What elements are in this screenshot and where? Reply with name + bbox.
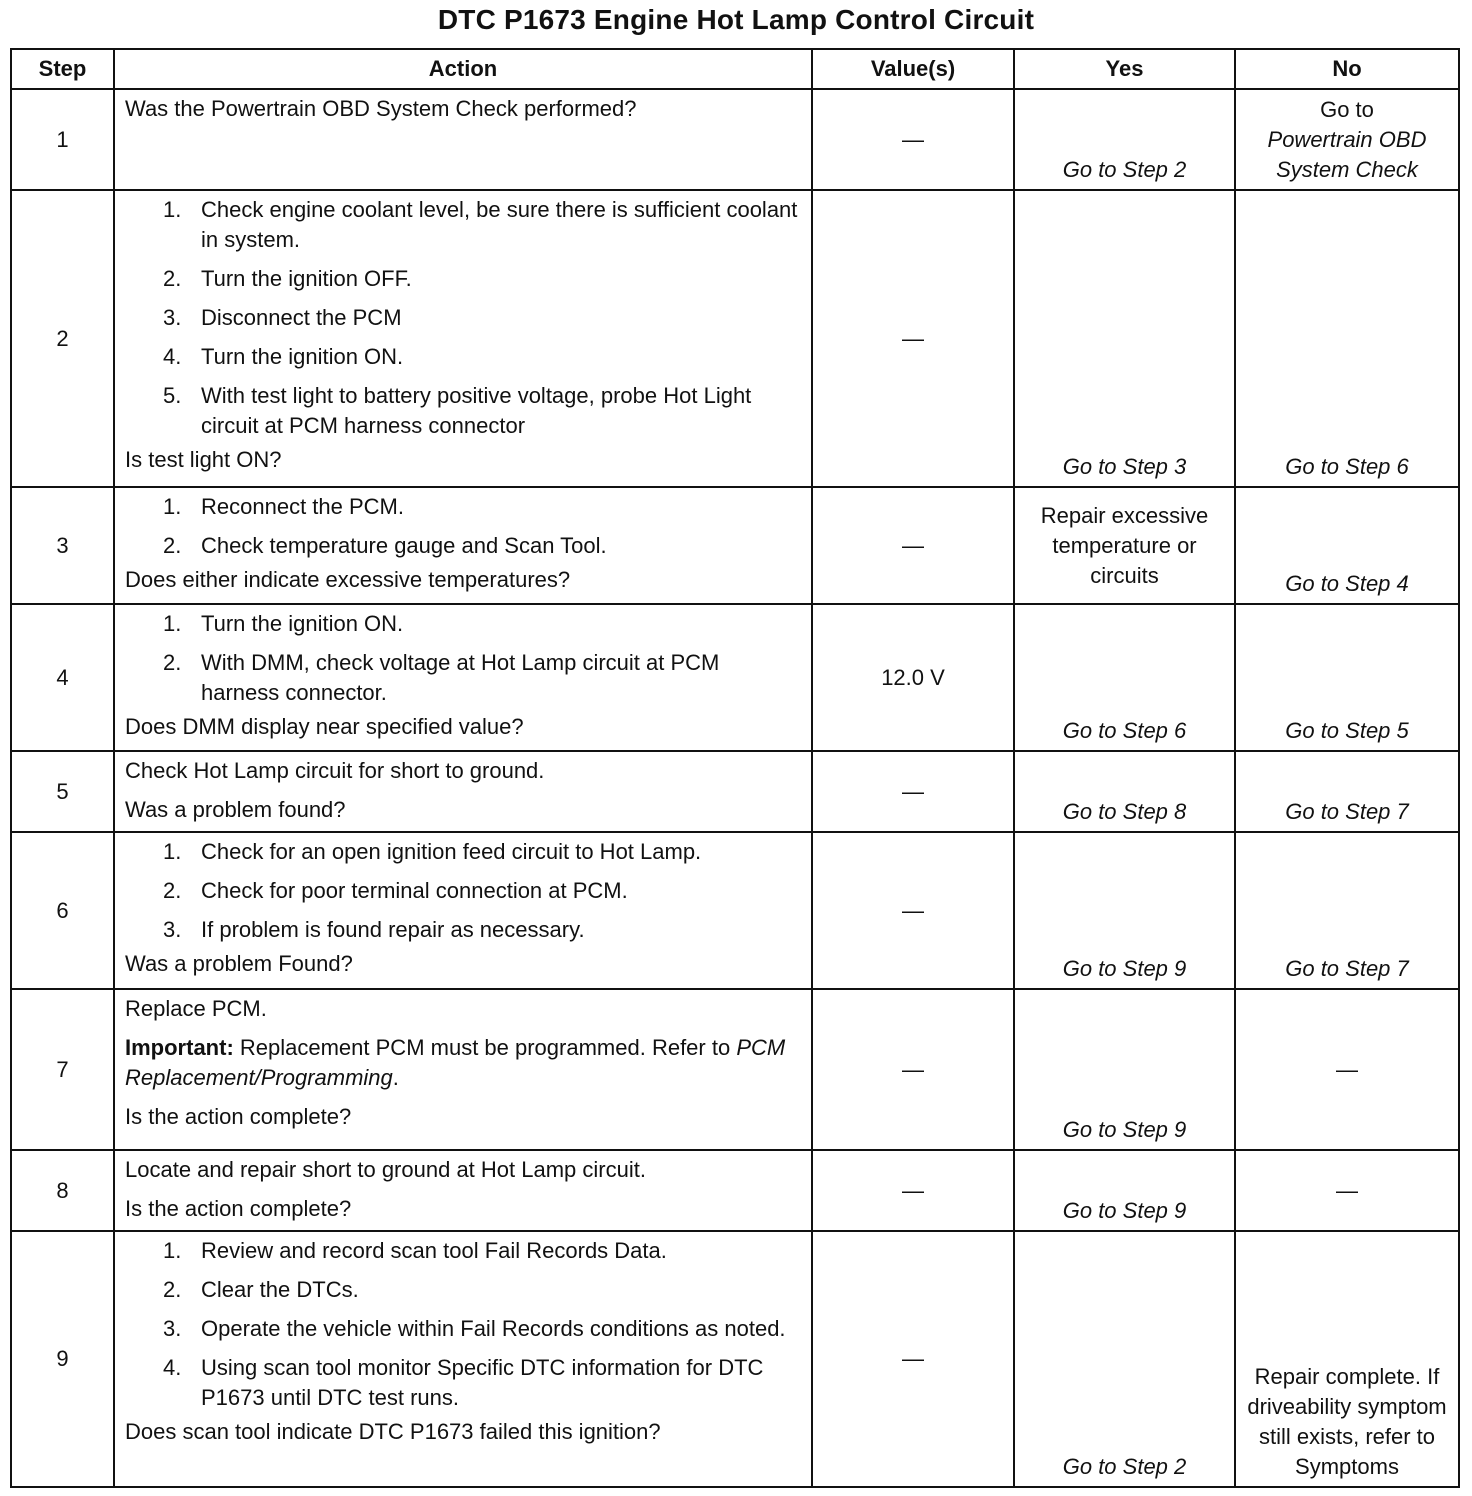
step-number: 8 bbox=[11, 1150, 114, 1231]
list-item: 1. Reconnect the PCM. bbox=[163, 494, 404, 519]
action-cell bbox=[114, 989, 812, 1150]
action-cell bbox=[114, 190, 812, 487]
yes-cell: Go to Step 9 bbox=[1014, 832, 1235, 989]
action-cell bbox=[114, 89, 812, 190]
list-item: 1. Review and record scan tool Fail Records Data. bbox=[163, 1238, 667, 1263]
list-item: 3. Disconnect the PCM bbox=[163, 305, 402, 330]
list-item: 1. Turn the ignition ON. bbox=[163, 611, 404, 636]
table-row bbox=[11, 751, 1459, 832]
list-item: 2. Check for poor terminal connection at PCM. bbox=[163, 878, 628, 903]
no-cell: Go to Step 6 bbox=[1235, 190, 1459, 487]
action-cell bbox=[114, 832, 812, 989]
yes-cell: Go to Step 2 bbox=[1014, 89, 1235, 190]
yes-cell: Go to Step 8 bbox=[1014, 751, 1235, 832]
table-row bbox=[11, 989, 1459, 1150]
list-item: 3. Operate the vehicle within Fail Records conditions as noted. bbox=[163, 1316, 786, 1341]
no-cell bbox=[1235, 89, 1459, 190]
list-item: 3. If problem is found repair as necessary. bbox=[163, 917, 585, 942]
header-yes: Yes bbox=[1014, 49, 1235, 89]
yes-cell: Go to Step 9 bbox=[1014, 989, 1235, 1150]
no-cell: Repair complete. If driveability symptom still exists, refer to Symptoms bbox=[1235, 1231, 1459, 1487]
step-number: 6 bbox=[11, 832, 114, 989]
list-item: 1. Check for an open ignition feed circuit to Hot Lamp. bbox=[163, 839, 702, 864]
table-row bbox=[11, 604, 1459, 751]
yes-cell: Go to Step 2 bbox=[1014, 1231, 1235, 1487]
action-cell bbox=[114, 751, 812, 832]
action-step-list bbox=[125, 609, 803, 708]
action-cell bbox=[114, 1231, 812, 1487]
list-item: 5. With test light to battery positive voltage, probe Hot Light circuit at PCM harness connector bbox=[163, 383, 752, 438]
step-number: 7 bbox=[11, 989, 114, 1150]
table-row bbox=[11, 190, 1459, 487]
yes-cell: Repair excessive temperature or circuits bbox=[1014, 487, 1235, 604]
important-note: Important: Replacement PCM must be programmed. Refer to PCM Replacement/Programming. bbox=[125, 1035, 786, 1090]
action-step-list bbox=[125, 1236, 803, 1413]
yes-cell: Go to Step 6 bbox=[1014, 604, 1235, 751]
value-cell: — bbox=[812, 832, 1014, 989]
table-row bbox=[11, 89, 1459, 190]
header-step: Step bbox=[11, 49, 114, 89]
action-question: Was the Powertrain OBD System Check performed? bbox=[125, 96, 637, 121]
action-step-list bbox=[125, 195, 803, 441]
yes-cell: Go to Step 9 bbox=[1014, 1150, 1235, 1231]
value-cell: — bbox=[812, 751, 1014, 832]
action-cell bbox=[114, 487, 812, 604]
header-action: Action bbox=[114, 49, 812, 89]
step-number: 2 bbox=[11, 190, 114, 487]
value-cell: — bbox=[812, 190, 1014, 487]
list-item: 4. Turn the ignition ON. bbox=[163, 344, 404, 369]
action-question: Is the action complete? bbox=[125, 1104, 352, 1129]
action-step-list bbox=[125, 492, 803, 561]
step-number: 1 bbox=[11, 89, 114, 190]
no-goto-text: Go to bbox=[1320, 97, 1374, 122]
action-step-list bbox=[125, 837, 803, 945]
list-item: 2. Check temperature gauge and Scan Tool. bbox=[163, 533, 607, 558]
table-row bbox=[11, 1231, 1459, 1487]
action-question: Does DMM display near specified value? bbox=[125, 714, 524, 739]
no-cell: Go to Step 5 bbox=[1235, 604, 1459, 751]
action-question: Was a problem found? bbox=[125, 797, 346, 822]
step-number: 3 bbox=[11, 487, 114, 604]
page-title: DTC P1673 Engine Hot Lamp Control Circuit bbox=[437, 4, 1035, 35]
action-question: Does scan tool indicate DTC P1673 failed this ignition? bbox=[125, 1419, 661, 1444]
no-reference: Powertrain OBD System Check bbox=[1267, 127, 1427, 182]
no-cell: Go to Step 7 bbox=[1235, 832, 1459, 989]
list-item: 1. Check engine coolant level, be sure there is sufficient coolant in system. bbox=[163, 197, 798, 252]
action-text: Check Hot Lamp circuit for short to ground. bbox=[125, 758, 545, 783]
action-cell bbox=[114, 604, 812, 751]
action-question: Does either indicate excessive temperatures? bbox=[125, 567, 571, 592]
action-cell bbox=[114, 1150, 812, 1231]
table-row bbox=[11, 1150, 1459, 1231]
value-cell: 12.0 V bbox=[812, 604, 1014, 751]
list-item: 2. Turn the ignition OFF. bbox=[163, 266, 412, 291]
list-item: 4. Using scan tool monitor Specific DTC information for DTC P1673 until DTC test runs. bbox=[163, 1355, 764, 1410]
list-item: 2. With DMM, check voltage at Hot Lamp circuit at PCM harness connector. bbox=[163, 650, 720, 705]
action-question: Is the action complete? bbox=[125, 1196, 352, 1221]
table-row bbox=[11, 487, 1459, 604]
no-cell: Go to Step 4 bbox=[1235, 487, 1459, 604]
value-cell: — bbox=[812, 1150, 1014, 1231]
value-cell: — bbox=[812, 1231, 1014, 1487]
action-text: Replace PCM. bbox=[125, 996, 267, 1021]
step-number: 9 bbox=[11, 1231, 114, 1487]
diagnostic-table bbox=[10, 48, 1460, 1488]
no-cell: Go to Step 7 bbox=[1235, 751, 1459, 832]
yes-cell: Go to Step 3 bbox=[1014, 190, 1235, 487]
header-values: Value(s) bbox=[812, 49, 1014, 89]
action-question: Was a problem Found? bbox=[125, 951, 353, 976]
no-cell: — bbox=[1235, 1150, 1459, 1231]
step-number: 5 bbox=[11, 751, 114, 832]
header-no: No bbox=[1235, 49, 1459, 89]
no-cell: — bbox=[1235, 989, 1459, 1150]
table-row bbox=[11, 832, 1459, 989]
value-cell: — bbox=[812, 487, 1014, 604]
value-cell: — bbox=[812, 989, 1014, 1150]
step-number: 4 bbox=[11, 604, 114, 751]
action-text: Locate and repair short to ground at Hot Lamp circuit. bbox=[125, 1157, 646, 1182]
action-question: Is test light ON? bbox=[125, 447, 282, 472]
list-item: 2. Clear the DTCs. bbox=[163, 1277, 359, 1302]
header-row bbox=[11, 49, 1459, 89]
value-cell: — bbox=[812, 89, 1014, 190]
